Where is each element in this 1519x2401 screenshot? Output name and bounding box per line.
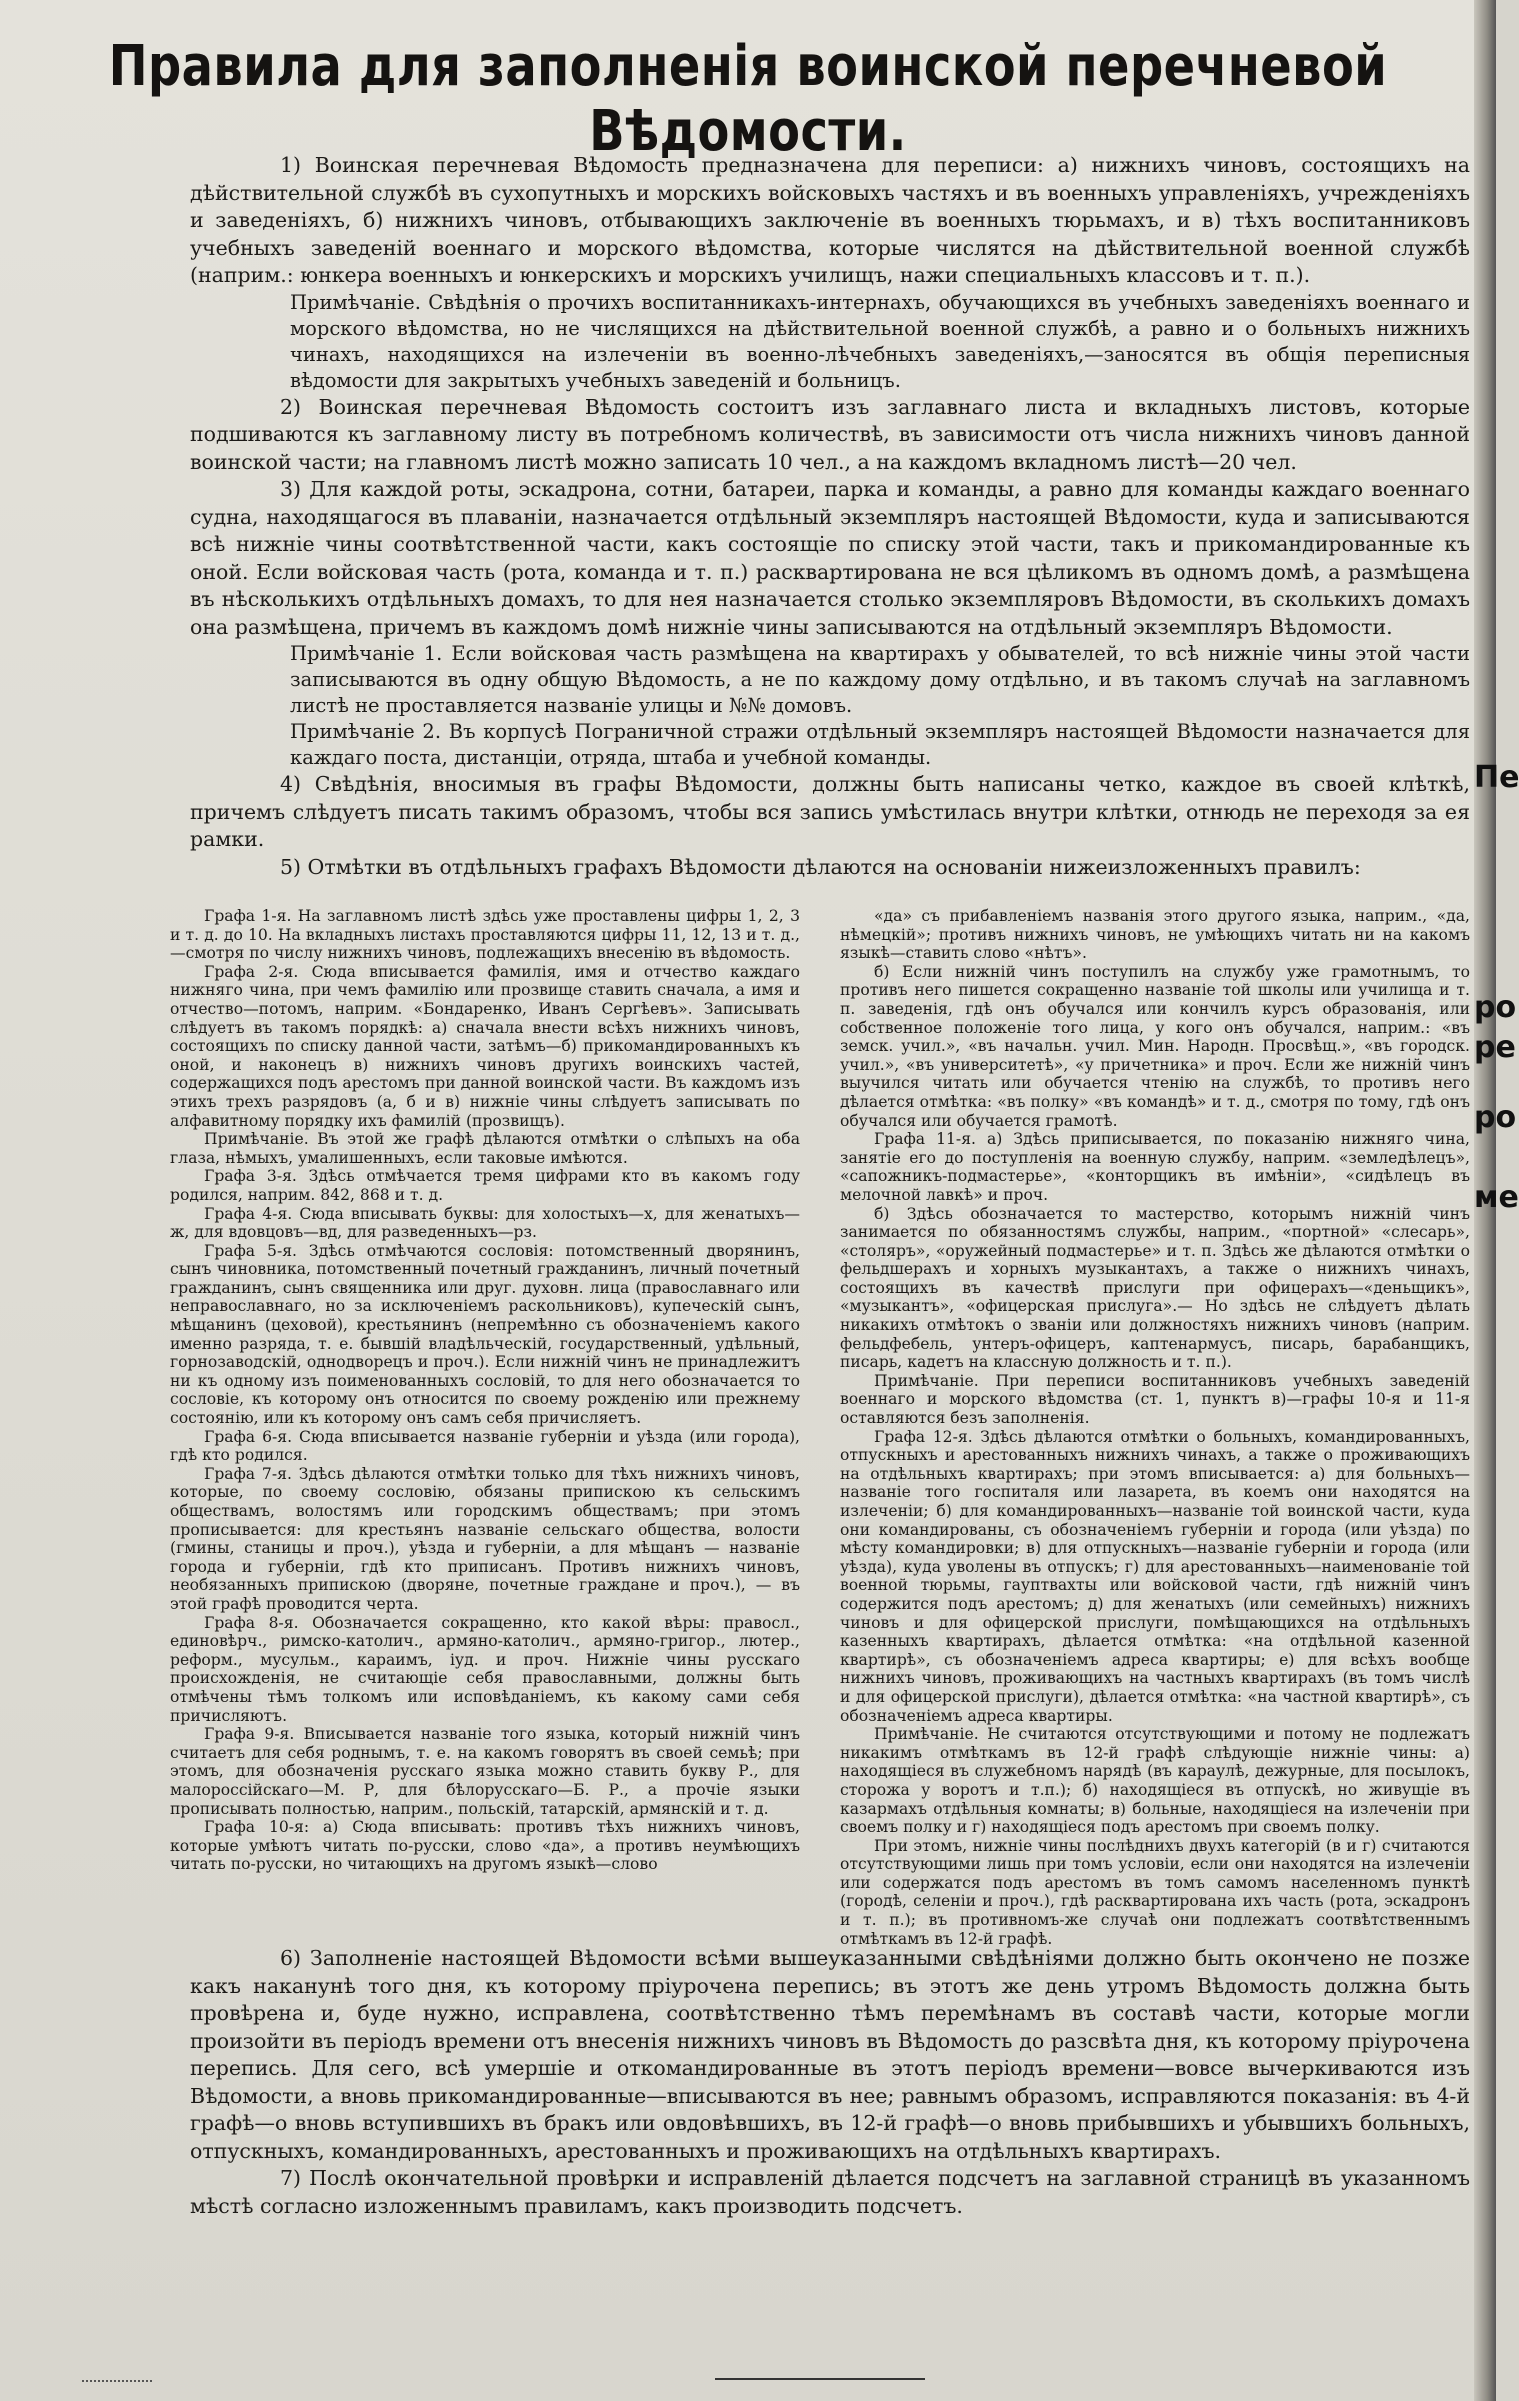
- edge-tab-2: ро: [1474, 990, 1517, 1025]
- column-paragraph: Графа 2-я. Сюда вписывается фамилія, имя и отчество каждаго нижняго чина, при чемъ фамилію или прозвище ставить сначала, а имя и отчество—потомъ, наприм. «Бондаренко, Иванъ Сергѣевъ». Записывать слѣдуетъ въ такомъ порядкѣ: а) сначала внести всѣхъ нижнихъ чиновъ, состоящихъ по списку данной части, затѣмъ—б) прикомандированныхъ къ оной, и наконецъ в) нижнихъ чиновъ другихъ воинскихъ частей, содержащихся подъ арестомъ при данной воинской части. Въ каждомъ изъ этихъ трехъ разрядовъ (а, б и в) нижніе чины слѣдуетъ записывать по алфавитному порядку ихъ фамилій (прозвищъ).: [170, 962, 800, 1130]
- edge-tab-4: ро: [1474, 1100, 1517, 1135]
- column-paragraph: б) Здѣсь обозначается то мастерство, которымъ нижній чинъ занимается по обязанностямъ службы, наприм., «портной» «слесарь», «столяръ», «оружейный подмастерье» и т. п. Здѣсь же дѣлаются отмѣтки о фельдшерахъ и хорныхъ музыкантахъ, а также о нижнихъ чинахъ, состоящихъ въ качествѣ прислуги при офицерахъ—«деньщикъ», «музыкантъ», «офицерская прислуга».— Но здѣсь не слѣдуетъ дѣлать никакихъ отмѣтокъ о званіи или должностяхъ нижнихъ чиновъ (наприм. фельдфебель, унтеръ-офицеръ, каптенармусъ, писарь, барабанщикъ, писарь, кадетъ на классную должность и т. п.).: [840, 1204, 1470, 1372]
- rule-5: 5) Отмѣтки въ отдѣльныхъ графахъ Вѣдомости дѣлаются на основаніи нижеизложенныхъ правилъ:: [280, 854, 1361, 879]
- edge-tab-1: Пе: [1474, 760, 1519, 795]
- rule-4: 4) Свѣдѣнія, вносимыя въ графы Вѣдомости, должны быть написаны четко, каждое въ своей клѣткѣ, причемъ слѣдуетъ писать такимъ образомъ, чтобы вся запись умѣстилась внутри клѣтки, отнюдь не переходя за ея рамки.: [190, 772, 1470, 851]
- edge-tab-5: ме: [1474, 1180, 1519, 1215]
- column-paragraph: Примѣчаніе. При переписи воспитанниковъ учебныхъ заведеній военнаго и морского вѣдомства (ст. 1, пунктъ в)—графы 10-я и 11-я оставляются безъ заполненія.: [840, 1371, 1470, 1428]
- column-paragraph: Примѣчаніе. Не считаются отсутствующими и потому не подлежатъ никакимъ отмѣткамъ въ 12-й графѣ слѣдующіе нижніе чины: а) находящіеся въ служебномъ нарядѣ (въ караулѣ, дежурные, для посылокъ, сторожа у воротъ и т.п.); б) находящіеся въ отпускѣ, но живущіе въ казармахъ отдѣльныя комнаты; в) больные, находящіеся на излеченіи при своемъ полку и г) находящіеся подъ арестомъ при своемъ полку.: [840, 1725, 1470, 1837]
- column-paragraph: Графа 1-я. На заглавномъ листѣ здѣсь уже проставлены цифры 1, 2, 3 и т. д. до 10. На вкладныхъ листахъ проставляются цифры 11, 12, 13 и т. д.,—смотря по числу нижнихъ чиновъ, подлежащихъ внесенію въ вѣдомость.: [170, 907, 800, 963]
- rules-intro: [190, 152, 1470, 881]
- rules-closing: [190, 1945, 1470, 2220]
- right-column: [840, 907, 1470, 1948]
- page-title: Правила для заполненія воинской перечневой Вѣдомости.: [108, 34, 1388, 164]
- rule-6: 6) Заполненіе настоящей Вѣдомости всѣми вышеуказанными свѣдѣніями должно быть окончено не позже какъ наканунѣ того дня, къ которому пріурочена перепись; въ этотъ же день утромъ Вѣдомость должна быть провѣрена и, буде нужно, исправлена, соотвѣтственно тѣмъ перемѣнамъ въ составѣ части, которые могли произойти въ періодъ времени отъ внесенія нижнихъ чиновъ въ Вѣдомость до разсвѣта дня, къ которому пріурочена перепись. Для сего, всѣ умершіе и откомандированные въ этотъ періодъ времени—вовсе вычеркиваются изъ Вѣдомости, а вновь прикомандированные—вписываются въ нее; равнымъ образомъ, исправляются показанія: въ 4-й графѣ—о вновь вступившихъ въ бракъ или овдовѣвшихъ, въ 12-й графѣ—о вновь прибывшихъ и убывшихъ больныхъ, отпускныхъ, командированныхъ, арестованныхъ и проживающихъ на отдѣльныхъ квартирахъ.: [190, 1946, 1470, 2163]
- column-paragraph: Графа 11-я. а) Здѣсь приписывается, по показанію нижняго чина, занятіе его до поступленія на военную службу, наприм. «земледѣлецъ», «сапожникъ-подмастерье», «конторщикъ въ имѣніи», «сидѣлецъ въ мелочной лавкѣ» и проч.: [840, 1130, 1470, 1204]
- column-paragraph: Графа 3-я. Здѣсь отмѣчается тремя цифрами кто въ какомъ году родился, наприм. 842, 868 и т. д.: [170, 1167, 800, 1204]
- column-paragraph: Примѣчаніе. Въ этой же графѣ дѣлаются отмѣтки о слѣпыхъ на оба глаза, нѣмыхъ, умалишенныхъ, если таковые имѣются.: [170, 1130, 800, 1167]
- column-paragraph: Графа 5-я. Здѣсь отмѣчаются сословія: потомственный дворянинъ, сынъ чиновника, потомственный почетный гражданинъ, личный почетный гражданинъ, сынъ священника или друг. духовн. лица (православнаго или неправославнаго, но за исключеніемъ раскольниковъ), купеческій сынъ, мѣщанинъ (цеховой), крестьянинъ (непремѣнно съ обозначеніемъ какого именно разряда, т. е. бывшій владѣльческій, государственный, удѣльный, горнозаводскій, однодворецъ и проч.). Если нижній чинъ не принадлежитъ ни къ одному изъ поименованныхъ сословій, то для него обозначается то сословіе, къ которому онъ относится по своему рожденію или прежнему состоянію, или къ которому онъ самъ себя причисляетъ.: [170, 1241, 800, 1428]
- column-paragraph: Графа 9-я. Вписывается названіе того языка, который нижній чинъ считаетъ для себя роднымъ, т. е. на какомъ говорятъ въ своей семьѣ; при этомъ, для обозначенія русскаго языка можно ставить букву Р., для малороссійскаго—М. Р, для бѣлорусскаго—Б. Р., а прочіе языки прописывать полностью, наприм., польскій, татарскій, армянскій и т. д.: [170, 1725, 800, 1818]
- rule-1: 1) Воинская перечневая Вѣдомость предназначена для переписи: а) нижнихъ чиновъ, состоящихъ на дѣйствительной службѣ въ сухопутныхъ и морскихъ войсковыхъ частяхъ и въ военныхъ управленіяхъ, учрежденіяхъ и заведеніяхъ, б) нижнихъ чиновъ, отбывающихъ заключеніе въ военныхъ тюрьмахъ, и в) тѣхъ воспитанниковъ учебныхъ заведеній военнаго и морского вѣдомства, которые числятся на дѣйствительной военной службѣ (наприм.: юнкера военныхъ и юнкерскихъ и морскихъ училищъ, нажи специальныхъ классовъ и т. п.).: [190, 153, 1470, 287]
- rule-2: 2) Воинская перечневая Вѣдомость состоитъ изъ заглавнаго листа и вкладныхъ листовъ, которые подшиваются къ заглавному листу въ потребномъ количествѣ, въ зависимости отъ числа нижнихъ чиновъ данной воинской части; на главномъ листѣ можно записать 10 чел., а на каждомъ вкладномъ листѣ—20 чел.: [190, 394, 1470, 474]
- column-paragraph: При этомъ, нижніе чины послѣднихъ двухъ категорій (в и г) считаются отсутствующими лишь при томъ условіи, если они находятся на излеченіи или содержатся подъ арестомъ въ томъ самомъ населенномъ пунктѣ (городѣ, селеніи и проч.), гдѣ расквартирована ихъ часть (рота, эскадронъ и т. п.); въ противномъ-же случаѣ они подлежатъ соотвѣтственнымъ отмѣткамъ въ 12-й графѣ.: [840, 1836, 1470, 1948]
- column-paragraph: «да» съ прибавленіемъ названія этого другого языка, наприм., «да, нѣмецкій»; противъ нижнихъ чиновъ, не умѣющихъ читать ни на какомъ языкѣ—ставить слово «нѣтъ».: [840, 907, 1470, 963]
- column-paragraph: б) Если нижній чинъ поступилъ на службу уже грамотнымъ, то противъ него пишется сокращенно названіе той школы или училища и т. п. заведенія, гдѣ онъ обучался или кончилъ курсъ образованія, или собственное положеніе того лица, у кого онъ обучался, наприм.: «въ земск. учил.», «въ начальн. учил. Мин. Народн. Просвѣщ.», «въ городск. учил.», «въ университетѣ», «у причетника» и проч. Если же нижній чинъ выучился читать или обучается чтенію на службѣ, то противъ него дѣлается отмѣтка: «въ полку» «въ командѣ» и т. д., смотря по тому, гдѣ онъ обучался или обучается грамотѣ.: [840, 962, 1470, 1130]
- columns-section: [170, 907, 1470, 1948]
- column-paragraph: Графа 12-я. Здѣсь дѣлаются отмѣтки о больныхъ, командированныхъ, отпускныхъ и арестованныхъ нижнихъ чинахъ, а также о проживающихъ на отдѣльныхъ квартирахъ; при этомъ вписывается: а) для больныхъ—названіе того госпиталя или лазарета, въ коемъ они находятся на излеченіи; б) для командированныхъ—названіе той воинской части, куда они командированы, съ обозначеніемъ губерніи и города (или уѣзда) по мѣсту командировки; в) для отпускныхъ—названіе губерніи и города (или уѣзда), куда уволены въ отпускъ; г) для арестованныхъ—наименованіе той военной тюрьмы, гауптвахты или войсковой части, гдѣ нижній чинъ содержится подъ арестомъ; д) для женатыхъ (или семейныхъ) нижнихъ чиновъ и для офицерской прислуги, помѣщающихся на отдѣльныхъ казенныхъ квартирахъ, дѣлается отмѣтка: «на отдѣльной казенной квартирѣ», съ обозначеніемъ адреса квартиры; е) для всѣхъ вообще нижнихъ чиновъ, проживающихъ на частныхъ квартирахъ (въ томъ числѣ и для офицерской прислуги), дѣлается отмѣтка: «на частной квартирѣ», съ обозначеніемъ адреса квартиры.: [840, 1427, 1470, 1725]
- footer-divider: [715, 2378, 925, 2380]
- rule-7: 7) Послѣ окончательной провѣрки и исправленій дѣлается подсчетъ на заглавной страницѣ въ указанномъ мѣстѣ согласно изложеннымъ правиламъ, какъ производить подсчетъ.: [190, 2166, 1470, 2218]
- rule-3-note-2: Примѣчаніе 2. Въ корпусѣ Пограничной стражи отдѣльный экземпляръ настоящей Вѣдомости назначается для каждаго поста, дистанціи, отряда, штаба и учебной команды.: [290, 720, 1470, 769]
- column-paragraph: Графа 8-я. Обозначается сокращенно, кто какой вѣры: правосл., единовѣрч., римско-католич., армяно-католич., армяно-григор., лютер., реформ., мусульм., караимъ, іуд. и проч. Нижніе чины русскаго происхожденія, не считающіе себя православными, должны быть отмѣчены тѣмъ толкомъ или исповѣданіемъ, къ какому сами себя причисляютъ.: [170, 1613, 800, 1725]
- left-column: [170, 907, 800, 1929]
- rule-3-note-1: Примѣчаніе 1. Если войсковая часть размѣщена на квартирахъ у обывателей, то всѣ нижніе чины этой части записываются въ одну общую Вѣдомость, а не по каждому дому отдѣльно, и въ такомъ случаѣ на заглавномъ листѣ не проставляется названіе улицы и №№ домовъ.: [290, 642, 1470, 717]
- column-paragraph: Графа 6-я. Сюда вписывается названіе губерніи и уѣзда (или города), гдѣ кто родился.: [170, 1427, 800, 1465]
- rule-1-note: Примѣчаніе. Свѣдѣнія о прочихъ воспитанникахъ-интернахъ, обучающихся въ учебныхъ заведеніяхъ военнаго и морского вѣдомства, но не числящихся на дѣйствительной военной службѣ, а равно и о больныхъ нижнихъ чинахъ, находящихся на излеченіи въ военно-лѣчебныхъ заведеніяхъ,—заносятся въ общія переписныя вѣдомости для закрытыхъ учебныхъ заведеній и больницъ.: [290, 290, 1470, 392]
- edge-tab-3: ре: [1474, 1030, 1516, 1065]
- column-paragraph: Графа 7-я. Здѣсь дѣлаются отмѣтки только для тѣхъ нижнихъ чиновъ, которые, по своему сословію, обязаны припискою къ сельскимъ обществамъ, волостямъ или городскимъ обществамъ; при этомъ прописывается: для крестьянъ названіе сельскаго общества, волости (гмины, станицы и проч.), уѣзда и губерніи, а для мѣщанъ — названіе города и губерніи, гдѣ кто приписанъ. Противъ нижнихъ чиновъ, необязанныхъ припискою (дворяне, почетные граждане и проч.), — въ этой графѣ проводится черта.: [170, 1464, 800, 1613]
- column-paragraph: Графа 4-я. Сюда вписывать буквы: для холостыхъ—х, для женатыхъ—ж, для вдовцовъ—вд, для разведенныхъ—рз.: [170, 1204, 800, 1242]
- printer-mark: [82, 2380, 152, 2388]
- rule-3: 3) Для каждой роты, эскадрона, сотни, батареи, парка и команды, а равно для команды каждаго военнаго судна, находящагося въ плаваніи, назначается отдѣльный экземпляръ настоящей Вѣдомости, куда и записываются всѣ нижніе чины соотвѣтственной части, какъ состоящіе по списку этой части, такъ и прикомандированные къ оной. Если войсковая часть (рота, команда и т. п.) расквартирована не вся цѣликомъ въ одномъ домѣ, а размѣщена въ нѣсколькихъ отдѣльныхъ домахъ, то для нея назначается столько экземпляровъ Вѣдомости, въ сколькихъ домахъ она размѣщена, причемъ въ каждомъ домѣ нижніе чины записываются на отдѣльный экземпляръ Вѣдомости.: [190, 477, 1470, 639]
- column-paragraph: Графа 10-я: а) Сюда вписывать: противъ тѣхъ нижнихъ чиновъ, которые умѣютъ читать по-русски, слово «да», а противъ неумѣющихъ читать по-русски, но читающихъ на другомъ языкѣ—слово: [170, 1818, 800, 1874]
